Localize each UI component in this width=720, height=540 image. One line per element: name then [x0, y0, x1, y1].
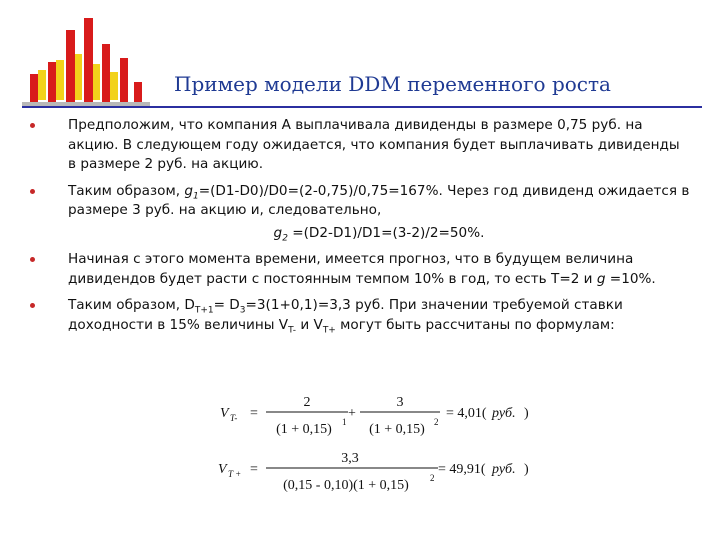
formula1-exp2: 2 [434, 417, 439, 427]
bullet-text: и V [296, 316, 323, 333]
page-title: Пример модели DDM переменного роста [174, 72, 611, 96]
bullet-text: =(D1-D0)/D0=(2-0,75)/0,75=167%. Через год дивиденд ожидается в размере 3 руб. на акцию и, следовательно, [68, 182, 690, 218]
formula2-result: = 49,91( [438, 462, 486, 477]
formula1-lhs-sub: T- [230, 413, 238, 423]
formula1-eq: = [250, 406, 258, 421]
logo-bar [134, 82, 142, 104]
bullet-list [30, 116, 690, 342]
growth-var-sub: 2 [282, 233, 288, 244]
formula1-num1: 2 [303, 395, 311, 410]
formula2-eq: = [250, 462, 258, 477]
growth-var-sub: 1 [193, 191, 199, 202]
growth-var: g [184, 182, 193, 199]
formula1-num2: 3 [396, 395, 404, 410]
bullet-dot-icon [30, 303, 35, 308]
bullet-text: могут быть рассчитаны по формулам: [335, 316, 615, 333]
bullet-item [30, 250, 690, 289]
centered-formula-line [68, 224, 690, 244]
formula-svg [208, 388, 568, 508]
growth-var: g [273, 224, 283, 241]
bullet-text: Предположим, что компания А выплачивала дивиденды в размере 0,75 руб. на акцию. В следующем году ожидается, что компания будет выплачивать дивиденды в размере 2 руб. на акцию. [68, 117, 680, 172]
formula1-exp1: 1 [342, 417, 347, 427]
logo-bar [110, 72, 118, 100]
bullet-item [30, 182, 690, 244]
formula2-lhs: V [218, 462, 227, 477]
subscript: T- [288, 325, 297, 336]
logo-bar [30, 74, 38, 104]
formula2-lhs-sub: T + [228, 469, 242, 479]
formula1-den2: (1 + 0,15) [369, 422, 425, 437]
logo-bar [120, 58, 128, 104]
bullet-text: Таким образом, [68, 182, 185, 199]
formula-block [208, 388, 568, 508]
logo-bar [84, 18, 93, 104]
bullet-text: =3(1+0,1)=3,3 руб. При значении требуемой ставки доходности в 15% величины V [68, 297, 623, 333]
bullet-dot-icon [30, 123, 35, 128]
formula1-result: = 4,01( [446, 406, 487, 421]
growth-var: g [596, 270, 606, 287]
bullet-item [30, 116, 690, 175]
logo-bar [74, 54, 82, 100]
bullet-text: =(D2-D1)/D1=(3-2)/2=50%. [287, 224, 485, 241]
logo-bar [102, 44, 110, 104]
formula1-close: ) [524, 406, 529, 421]
subscript: T+ [322, 325, 336, 336]
bullet-text: =10%. [605, 270, 656, 287]
formula1-den1: (1 + 0,15) [276, 422, 332, 437]
bullet-text: Начиная с этого момента времени, имеется прогноз, что в будущем величина дивидендов будет расти с постоянным темпом 10% в год, то есть Т=2 и [68, 251, 634, 287]
formula2-close: ) [524, 462, 529, 477]
subscript: 3 [239, 305, 246, 316]
bullet-item [30, 296, 690, 335]
formula2-unit: руб. [492, 462, 516, 477]
formula2-exp: 2 [430, 473, 435, 483]
subscript: T+1 [194, 305, 214, 316]
bullet-dot-icon [30, 257, 35, 262]
logo-bar [56, 60, 64, 100]
formula-v-plus [218, 451, 529, 493]
logo-bar [92, 64, 100, 100]
formula2-den: (0,15 - 0,10)(1 + 0,15) [283, 478, 409, 493]
formula1-unit: руб. [492, 406, 516, 421]
bullet-text: Таким образом, D [68, 297, 195, 313]
logo-bar [48, 62, 56, 104]
formula1-plus: + [348, 406, 356, 421]
bullet-dot-icon [30, 189, 35, 194]
logo-bar [38, 70, 46, 100]
formula1-lhs: V [220, 406, 229, 421]
bullet-text: = D [213, 297, 240, 313]
formula-v-minus [220, 395, 529, 437]
title-divider [22, 106, 702, 108]
logo-bar [66, 30, 75, 104]
formula2-num: 3,3 [341, 451, 359, 466]
bar-chart-logo [22, 14, 162, 110]
